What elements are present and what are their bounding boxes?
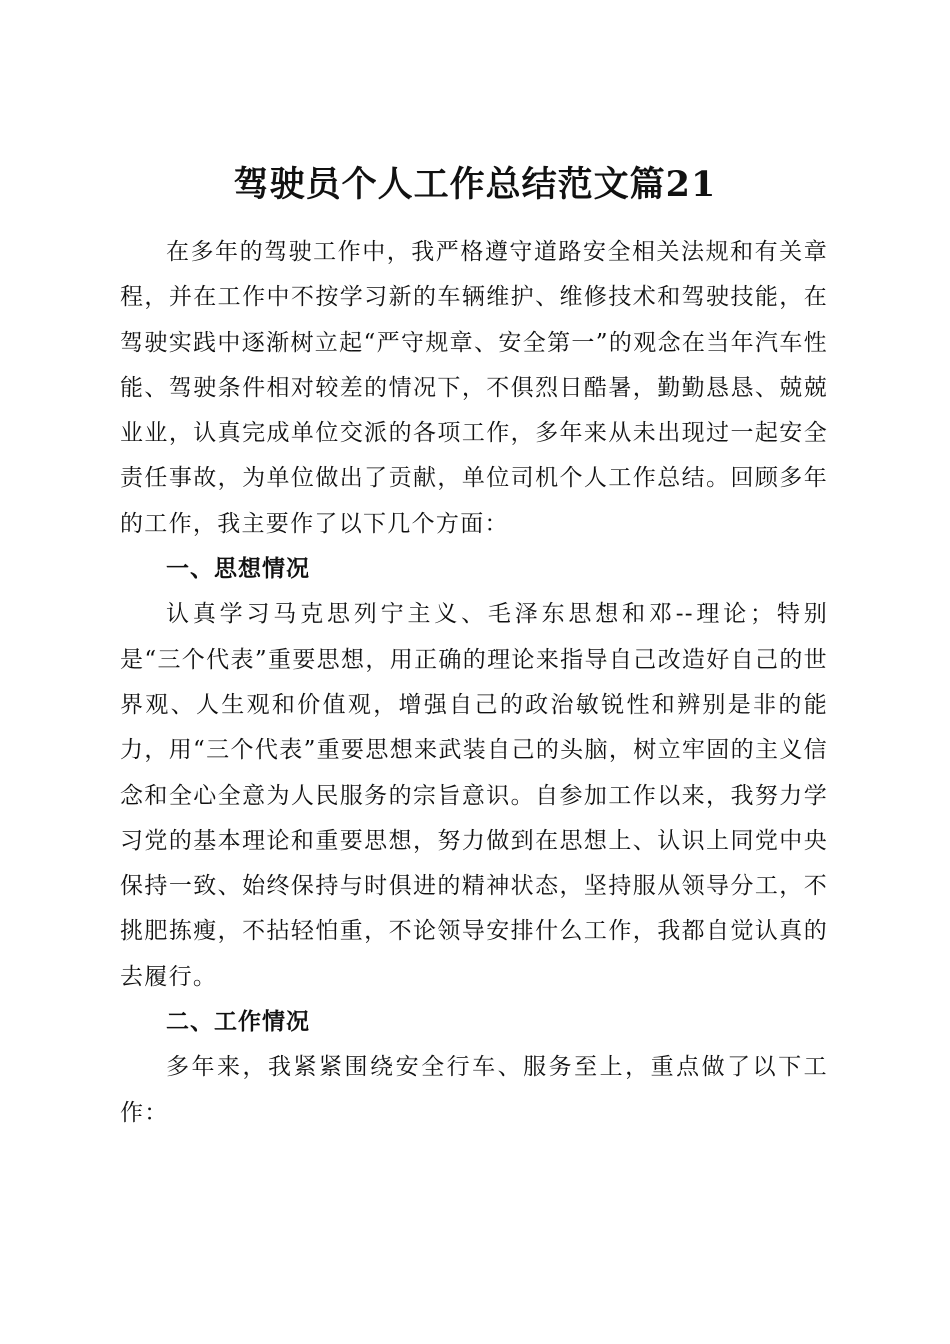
section-heading-thought: 一、思想情况 (166, 556, 310, 583)
document-title: 驾驶员个人工作总结范文篇21 (233, 164, 717, 206)
intro-paragraph: 在多年的驾驶工作中，我严格遵守道路安全相关法规和有关章程，并在工作中不按学习新的车辆维护、维修技术和驾驶技能，在驾驶实践中逐渐树立起“严守规章、安全第一”的观念在当年汽车性能、驾驶条件相对较差的情况下，不俱烈日酷暑，勤勤恳恳、兢兢业业，认真完成单位交派的各项工作，多年来从未出现过一起安全责任事故，为单位做出了贡献，单位司机个人工作总结。回顾多年的工作，我主要作了以下几个方面： (120, 239, 828, 537)
thought-paragraph: 认真学习马克思列宁主义、毛泽东思想和邓--理论；特别是“三个代表”重要思想，用正确的理论来指导自己改造好自己的世界观、人生观和价值观，增强自己的政治敏锐性和辨别是非的能力，用“三个代表”重要思想来武装自己的头脑，树立牢固的主义信念和全心全意为人民服务的宗旨意识。自参加工作以来，我努力学习党的基本理论和重要思想，努力做到在思想上、认识上同党中央保持一致、始终保持与时俱进的精神状态，坚持服从领导分工，不挑肥拣瘦，不拈轻怕重，不论领导安排什么工作，我都自觉认真的去履行。 (120, 601, 828, 990)
work-paragraph: 多年来，我紧紧围绕安全行车、服务至上，重点做了以下工作： (120, 1054, 828, 1126)
section-heading-work: 二、工作情况 (166, 1009, 310, 1036)
document-body (120, 230, 828, 1136)
